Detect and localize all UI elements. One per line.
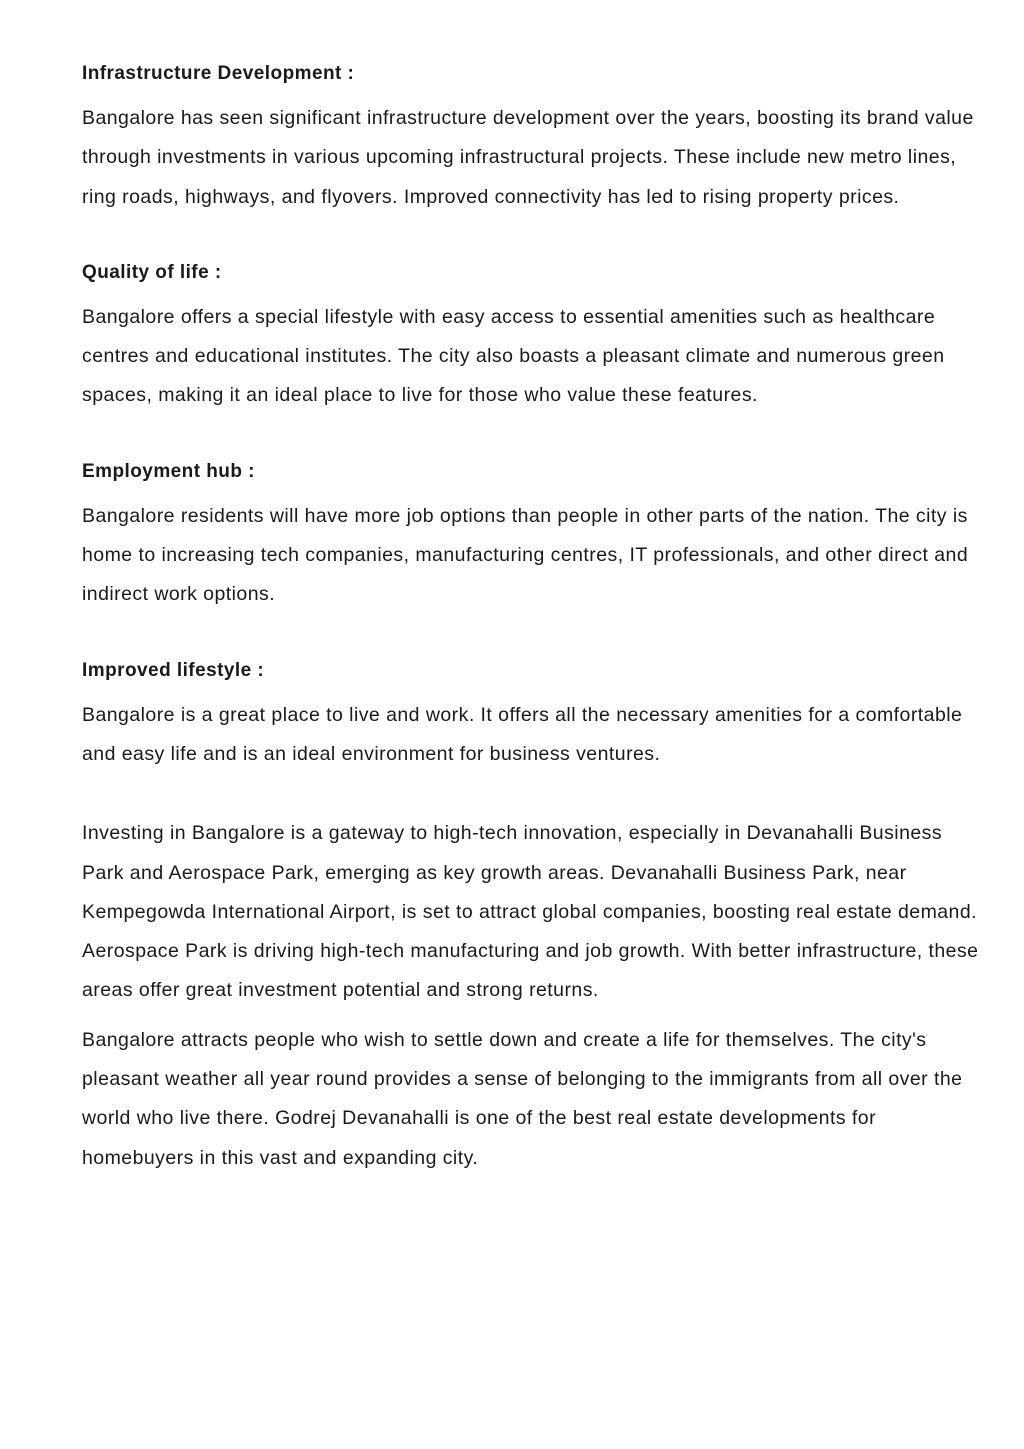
- closing-paragraph-investing: Investing in Bangalore is a gateway to high-tech innovation, especially in Devanahalli Business Park and Aerospace Park, emerging as key growth areas. Devanahalli Business Park, near Kempegowda International Airport, is set to attract global companies, boosting real estate demand. Aerospace Park is driving high-tech manufacturing and job growth. With better infrastructure, these areas offer great investment potential and strong returns.: [82, 822, 979, 1002]
- section-heading-infrastructure: Infrastructure Development :: [82, 63, 355, 84]
- section-heading-improved-lifestyle: Improved lifestyle :: [82, 659, 265, 681]
- spacer: [82, 416, 982, 456]
- spacer: [82, 615, 982, 655]
- section-body-infrastructure: Bangalore has seen significant infrastructure development over the years, boosting its brand value through investments in various upcoming infrastructural projects. These include new metro lines, ring roads, highways, and flyovers. Improved connectivity has led to rising property prices.: [82, 107, 974, 208]
- spacer: [82, 1011, 982, 1021]
- section-body-quality-of-life: Bangalore offers a special lifestyle with easy access to essential amenities such as healthcare centres and educational institutes. The city also boasts a pleasant climate and numerous green spaces, making it an ideal place to live for those who value these features.: [82, 305, 945, 407]
- document-page: [82, 58, 982, 1178]
- section-heading-quality-of-life: Quality of life :: [82, 261, 222, 283]
- section-body-employment-hub: Bangalore residents will have more job options than people in other parts of the nation. The city is home to increasing tech companies, manufacturing centres, IT professionals, and other direct and indirect work options.: [82, 504, 969, 606]
- spacer: [82, 217, 982, 257]
- spacer: [82, 774, 982, 814]
- section-body-improved-lifestyle: Bangalore is a great place to live and work. It offers all the necessary amenities for a comfortable and easy life and is an ideal environment for business ventures.: [82, 703, 963, 765]
- section-heading-employment-hub: Employment hub :: [82, 460, 255, 482]
- closing-paragraph-attracts: Bangalore attracts people who wish to settle down and create a life for themselves. The city's pleasant weather all year round provides a sense of belonging to the immigrants from all over the world who live there. Godrej Devanahalli is one of the best real estate developments for homebuyers in this vast and expanding city.: [82, 1028, 963, 1169]
